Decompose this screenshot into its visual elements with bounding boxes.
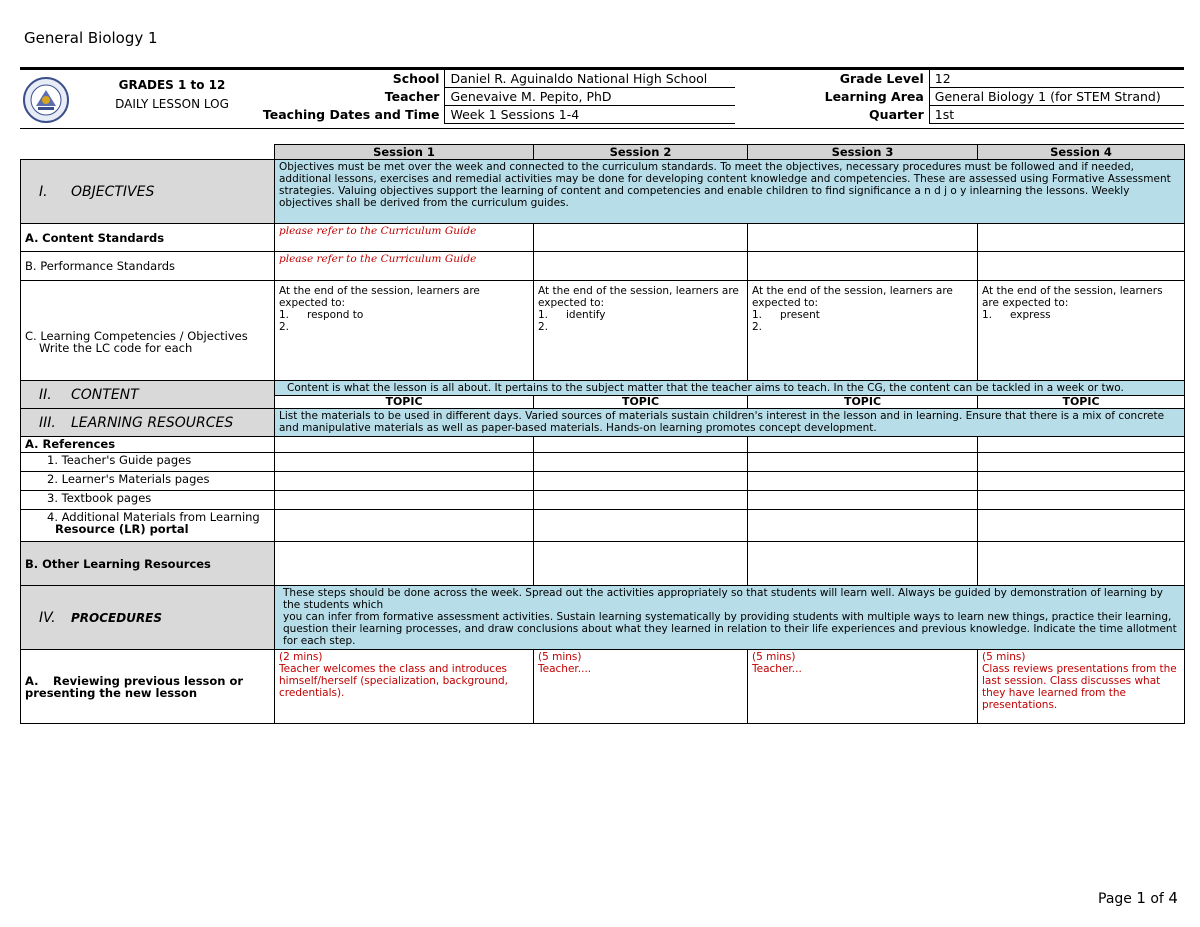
learning-competencies-label: C. Learning Competencies / Objectives Write the LC code for each [21, 281, 275, 381]
teachers-guide-pages-label: 1. Teacher's Guide pages [21, 453, 275, 472]
quarter-value: 1st [929, 106, 1184, 124]
review-cell-session-4: (5 mins) Class reviews presentations from the last session. Class discusses what they have learned from the presentations. [978, 650, 1185, 724]
teaching-dates-label: Teaching Dates and Time [242, 106, 445, 124]
document-title: General Biology 1 [24, 29, 158, 47]
teacher-value: Genevaive M. Pepito, PhD [445, 88, 735, 106]
textbook-pages-label: 3. Textbook pages [21, 491, 275, 510]
additional-materials-label: 4. Additional Materials from Learning Resource (LR) portal [21, 510, 275, 542]
content-standards-label: A. Content Standards [21, 224, 275, 252]
reviewing-previous-lesson-label: A. Reviewing previous lesson or presenting the new lesson [21, 650, 275, 724]
references-label: A. References [21, 437, 275, 453]
daily-lesson-log-label: DAILY LESSON LOG [115, 97, 229, 111]
other-learning-resources-label: B. Other Learning Resources [21, 542, 275, 586]
review-cell-session-3: (5 mins) Teacher... [748, 650, 978, 724]
topic-session-3: TOPIC [748, 396, 978, 409]
performance-standards-note: please refer to the Curriculum Guide [275, 252, 534, 281]
objectives-heading: I. OBJECTIVES [21, 160, 275, 224]
objectives-text: Objectives must be met over the week and connected to the curriculum standards. To meet the objectives, necessary procedures must be followed and if needed, additional lessons, exercises and remedial activities may be done for developing content knowledge and competencies. These are assessed using Formative Assessment strategies. Valuing objectives support the learning of content and competencies and enable children to find significance a n d j o y inlearning the lessons. Weekly objectives shall be derived from the curriculum guides. [275, 160, 1185, 224]
lesson-log-header [20, 67, 1184, 129]
content-text: Content is what the lesson is all about. It pertains to the subject matter that the teacher aims to teach. In the CG, the content can be tackled in a week or two. [275, 381, 1185, 396]
competency-cell-session-2: At the end of the session, learners are expected to: 1. identify 2. [534, 281, 748, 381]
deped-seal-icon [22, 76, 70, 124]
topic-session-2: TOPIC [534, 396, 748, 409]
topic-session-1: TOPIC [275, 396, 534, 409]
grades-label [102, 76, 242, 114]
header-info-table [242, 70, 1184, 124]
review-cell-session-2: (5 mins) Teacher.... [534, 650, 748, 724]
teacher-label: Teacher [242, 88, 445, 106]
competency-cell-session-1: At the end of the session, learners are expected to: 1. respond to 2. [275, 281, 534, 381]
school-value: Daniel R. Aguinaldo National High School [445, 70, 735, 88]
learning-resources-text: List the materials to be used in different days. Varied sources of materials sustain children's interest in the lesson and in learning. Ensure that there is a mix of concrete and manipulative materials as well as paper-based materials. Hands-on learning promotes concept development. [275, 409, 1185, 437]
performance-standards-label: B. Performance Standards [21, 252, 275, 281]
learning-area-value: General Biology 1 (for STEM Strand) [929, 88, 1184, 106]
session-1-header: Session 1 [275, 145, 534, 160]
competency-cell-session-4: At the end of the session, learners are expected to: 1. express [978, 281, 1185, 381]
grade-level-value: 12 [929, 70, 1184, 88]
procedures-text: These steps should be done across the week. Spread out the activities appropriately so that students will learn well. Always be guided by demonstration of learning by the students which you can infer from formative assessment activities. Sustain learning systematically by providing students with multiple ways to learn new things, practice their learning, question their learning processes, and draw conclusions about what they learned in relation to their life experiences and previous knowledge. Indicate the time allotment for each step. [275, 586, 1185, 650]
content-standards-note: please refer to the Curriculum Guide [275, 224, 534, 252]
learning-resources-heading: III. LEARNING RESOURCES [21, 409, 275, 437]
procedures-heading: IV. PROCEDURES [21, 586, 275, 650]
topic-session-4: TOPIC [978, 396, 1185, 409]
learners-materials-pages-label: 2. Learner's Materials pages [21, 472, 275, 491]
learning-area-label: Learning Area [751, 88, 929, 106]
session-4-header: Session 4 [978, 145, 1185, 160]
grade-level-label: Grade Level [751, 70, 929, 88]
page-number: Page 1 of 4 [1098, 889, 1178, 907]
review-cell-session-1: (2 mins) Teacher welcomes the class and introduces himself/herself (specialization, background, credentials). [275, 650, 534, 724]
quarter-label: Quarter [751, 106, 929, 124]
school-label: School [242, 70, 445, 88]
session-3-header: Session 3 [748, 145, 978, 160]
teaching-dates-value: Week 1 Sessions 1-4 [445, 106, 735, 124]
grades-range: GRADES 1 to 12 [118, 78, 226, 92]
content-heading: II. CONTENT [21, 381, 275, 409]
competency-cell-session-3: At the end of the session, learners are expected to: 1. present 2. [748, 281, 978, 381]
session-2-header: Session 2 [534, 145, 748, 160]
lesson-log-table [20, 144, 1185, 724]
